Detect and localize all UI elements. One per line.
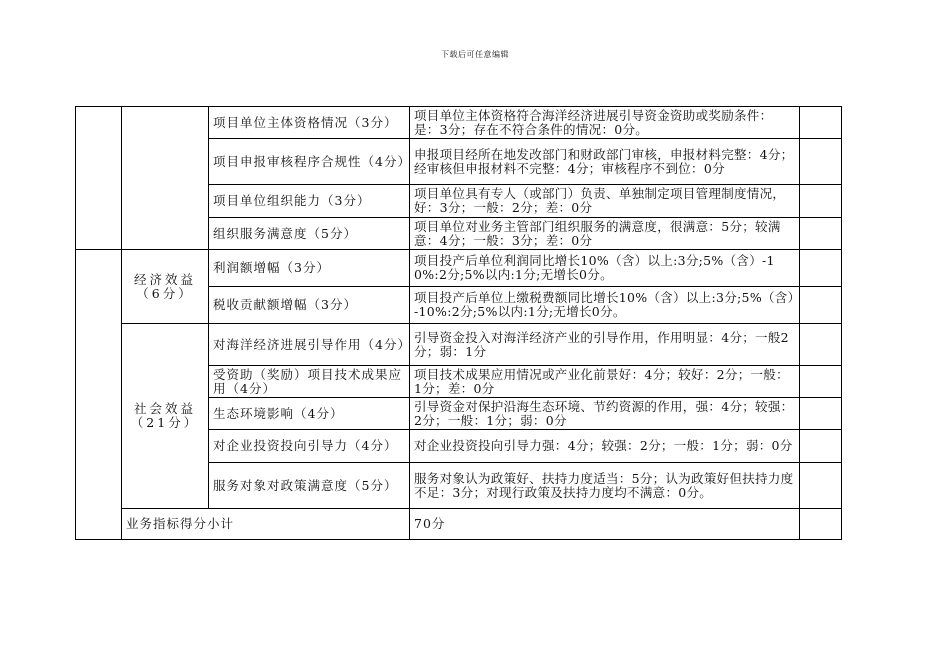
page-header: 下载后可任意编辑 [441, 50, 509, 59]
indicator-cell: 受资助（奖励）项目技术成果应用（4分） [209, 366, 410, 398]
criteria-cell: 项目投产后单位上缴税费额同比增长10%（含）以上:3分;5%（含）-10%:2分;5%以内:1分;无增长0分。 [410, 287, 800, 324]
indicator-cell: 组织服务满意度（5分） [209, 218, 410, 250]
score-cell [800, 185, 842, 218]
category-social: 社会效益（21分） [122, 324, 209, 509]
score-cell [800, 107, 842, 139]
score-cell [800, 250, 842, 287]
criteria-cell: 项目单位主体资格符合海洋经济进展引导资金资助或奖励条件：是：3分；存在不符合条件的情况：0分。 [410, 107, 800, 139]
score-cell [800, 324, 842, 366]
indicator-cell: 对海洋经济进展引导作用（4分） [209, 324, 410, 366]
indicator-cell: 对企业投资投向引导力（4分） [209, 430, 410, 463]
summary-label: 业务指标得分小计 [122, 509, 410, 540]
indicator-cell: 税收贡献额增幅（3分） [209, 287, 410, 324]
indicator-cell: 项目单位组织能力（3分） [209, 185, 410, 218]
indicator-cell: 服务对象对政策满意度（5分） [209, 463, 410, 509]
criteria-cell: 申报项目经所在地发改部门和财政部门审核，申报材料完整：4分；经审核但申报材料不完整：4分；审核程序不到位：0分 [410, 139, 800, 185]
indicator-cell: 项目单位主体资格情况（3分） [209, 107, 410, 139]
criteria-cell: 引导资金对保护沿海生态环境、节约资源的作用，强：4分；较强：2分；一般：1分；弱：0分 [410, 398, 800, 430]
category-economic: 经济效益（6分） [122, 250, 209, 324]
score-cell [800, 218, 842, 250]
table-row [76, 107, 842, 139]
criteria-cell: 项目单位对业务主管部门组织服务的满意度，很满意：5分；较满意：4分；一般：3分；差：0分 [410, 218, 800, 250]
score-cell [800, 139, 842, 185]
table-row [76, 250, 842, 287]
criteria-cell: 项目单位具有专人（或部门）负责、单独制定项目管理制度情况，好：3分；一般：2分；差：0分 [410, 185, 800, 218]
score-cell [800, 366, 842, 398]
score-cell [800, 287, 842, 324]
summary-row [76, 509, 842, 540]
indicator-cell: 生态环境影响（4分） [209, 398, 410, 430]
score-cell [800, 398, 842, 430]
empty-cell [76, 250, 122, 540]
criteria-cell: 项目投产后单位利润同比增长10%（含）以上:3分;5%（含）-10%:2分;5%以内:1分;无增长0分。 [410, 250, 800, 287]
criteria-cell: 项目技术成果应用情况或产业化前景好：4分；较好：2分；一般：1分；差：0分 [410, 366, 800, 398]
empty-cell [122, 107, 209, 250]
criteria-cell: 服务对象认为政策好、扶持力度适当：5分；认为政策好但扶持力度不足：3分；对现行政策及扶持力度均不满意：0分。 [410, 463, 800, 509]
table-row [76, 324, 842, 366]
empty-cell [76, 107, 122, 250]
indicator-cell: 利润额增幅（3分） [209, 250, 410, 287]
evaluation-table [75, 106, 842, 540]
summary-value: 70分 [410, 509, 800, 540]
score-cell [800, 430, 842, 463]
indicator-cell: 项目申报审核程序合规性（4分） [209, 139, 410, 185]
empty-cell [800, 509, 842, 540]
score-cell [800, 463, 842, 509]
criteria-cell: 对企业投资投向引导力强：4分；较强：2分；一般：1分；弱：0分 [410, 430, 800, 463]
criteria-cell: 引导资金投入对海洋经济产业的引导作用，作用明显：4分；一般2分；弱：1分 [410, 324, 800, 366]
